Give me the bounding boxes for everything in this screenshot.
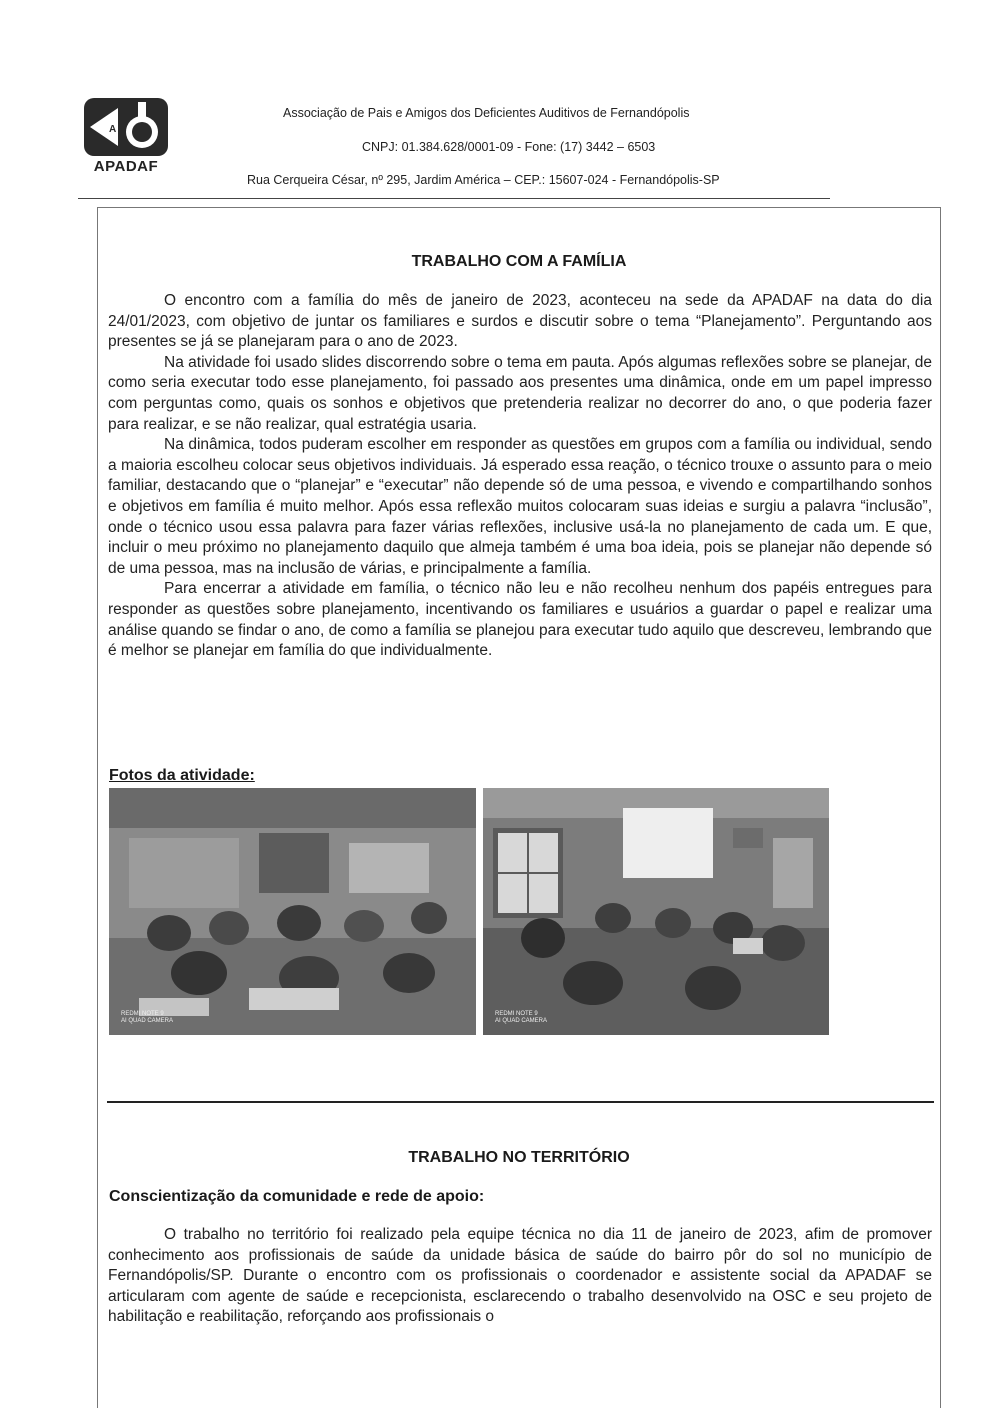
family-text-block (108, 291, 932, 662)
section-subtitle: Conscientização da comunidade e rede de apoio: (109, 1188, 485, 1205)
photo-watermark: REDMI NOTE 9 AI QUAD CAMERA (495, 1011, 548, 1024)
territory-text-block (108, 1225, 932, 1328)
activity-photo-2 (483, 788, 829, 1035)
photos-label: Fotos da atividade: (109, 767, 255, 784)
photo-watermark: REDMI NOTE 9 AI QUAD CAMERA (121, 1011, 174, 1024)
apadaf-logo-mark-icon (80, 96, 172, 160)
apadaf-logo (80, 96, 172, 178)
paragraph: Para encerrar a atividade em família, o técnico não leu e não recolheu nenhum dos papéis entregues para responder as questões sobre planejamento, incentivando os familiares e usuários a guardar o papel e realizar uma análise quando se findar o ano, de como a família se planejou para executar tudo aquilo que descreveu, lembrando que é melhor se planejar em família do que individualmente. (108, 580, 932, 660)
org-contact: CNPJ: 01.384.628/0001-09 - Fone: (17) 3442 – 6503 (362, 140, 656, 154)
svg-text:A: A (109, 124, 117, 135)
header-divider (78, 198, 830, 199)
section-divider (107, 1101, 934, 1103)
paragraph: O encontro com a família do mês de janeiro de 2023, aconteceu na sede da APADAF na data do dia 24/01/2023, com objetivo de juntar os familiares e surdos e discutir sobre o tema “Planejamento”. Perguntando aos presentes se já se planejaram para o ano de 2023. (108, 292, 932, 351)
section-title-territory: TRABALHO NO TERRITÓRIO (408, 1149, 630, 1166)
paragraph: Na dinâmica, todos puderam escolher em responder as questões em grupos com a família ou individual, sendo a maioria escolheu colocar seus objetivos individuais. Já esperado essa reação, o técnico trouxe o assunto para o meio familiar, destacando que o “planejar” e “executar” não depende só de uma pessoa, e vivendo e compartilhando sonhos e objetivos em família é muito melhor. Após essa reflexão muitos colocaram suas ideias e surgiu a palavra “inclusão”, onde o técnico usou essa palavra para fazer várias reflexões, inclusive usá-la no planejamento de cada um. E que, incluir o meu próximo no planejamento daquilo que almeja também é uma boa ideia, pois se planejar não depende só de uma pessoa, mas na inclusão de várias, e principalmente a família. (108, 436, 932, 577)
section-title-family: TRABALHO COM A FAMÍLIA (411, 253, 627, 270)
org-address: Rua Cerqueira César, nº 295, Jardim América – CEP.: 15607-024 - Fernandópolis-SP (247, 173, 720, 187)
org-name: Associação de Pais e Amigos dos Deficientes Auditivos de Fernandópolis (283, 106, 690, 120)
activity-photo-1 (109, 788, 476, 1035)
paragraph: Na atividade foi usado slides discorrendo sobre o tema em pauta. Após algumas reflexões sobre se planejar, de como seria executar todo esse planejamento, foi passado aos presentes uma dinâmica, onde em um papel impresso com perguntas como, quais os sonhos e objetivos que pretenderia realizar no decorrer do ano, o que poderia fazer para realizar, e se não realizar, qual estratégia usaria. (108, 353, 932, 433)
paragraph: O trabalho no território foi realizado pela equipe técnica no dia 11 de janeiro de 2023, afim de promover conhecimento aos profissionais de saúde da unidade básica de saúde do bairro pôr do sol no município de Fernandópolis/SP. Durante o encontro com os profissionais o coordenador e assistente social da APADAF se articularam com agente de saúde e recepcionista, esclarecendo o trabalho desenvolvido na OSC e seu projeto de habilitação e reabilitação, reforçando aos profissionais o (108, 1226, 932, 1326)
logo-text: APADAF (93, 158, 159, 175)
